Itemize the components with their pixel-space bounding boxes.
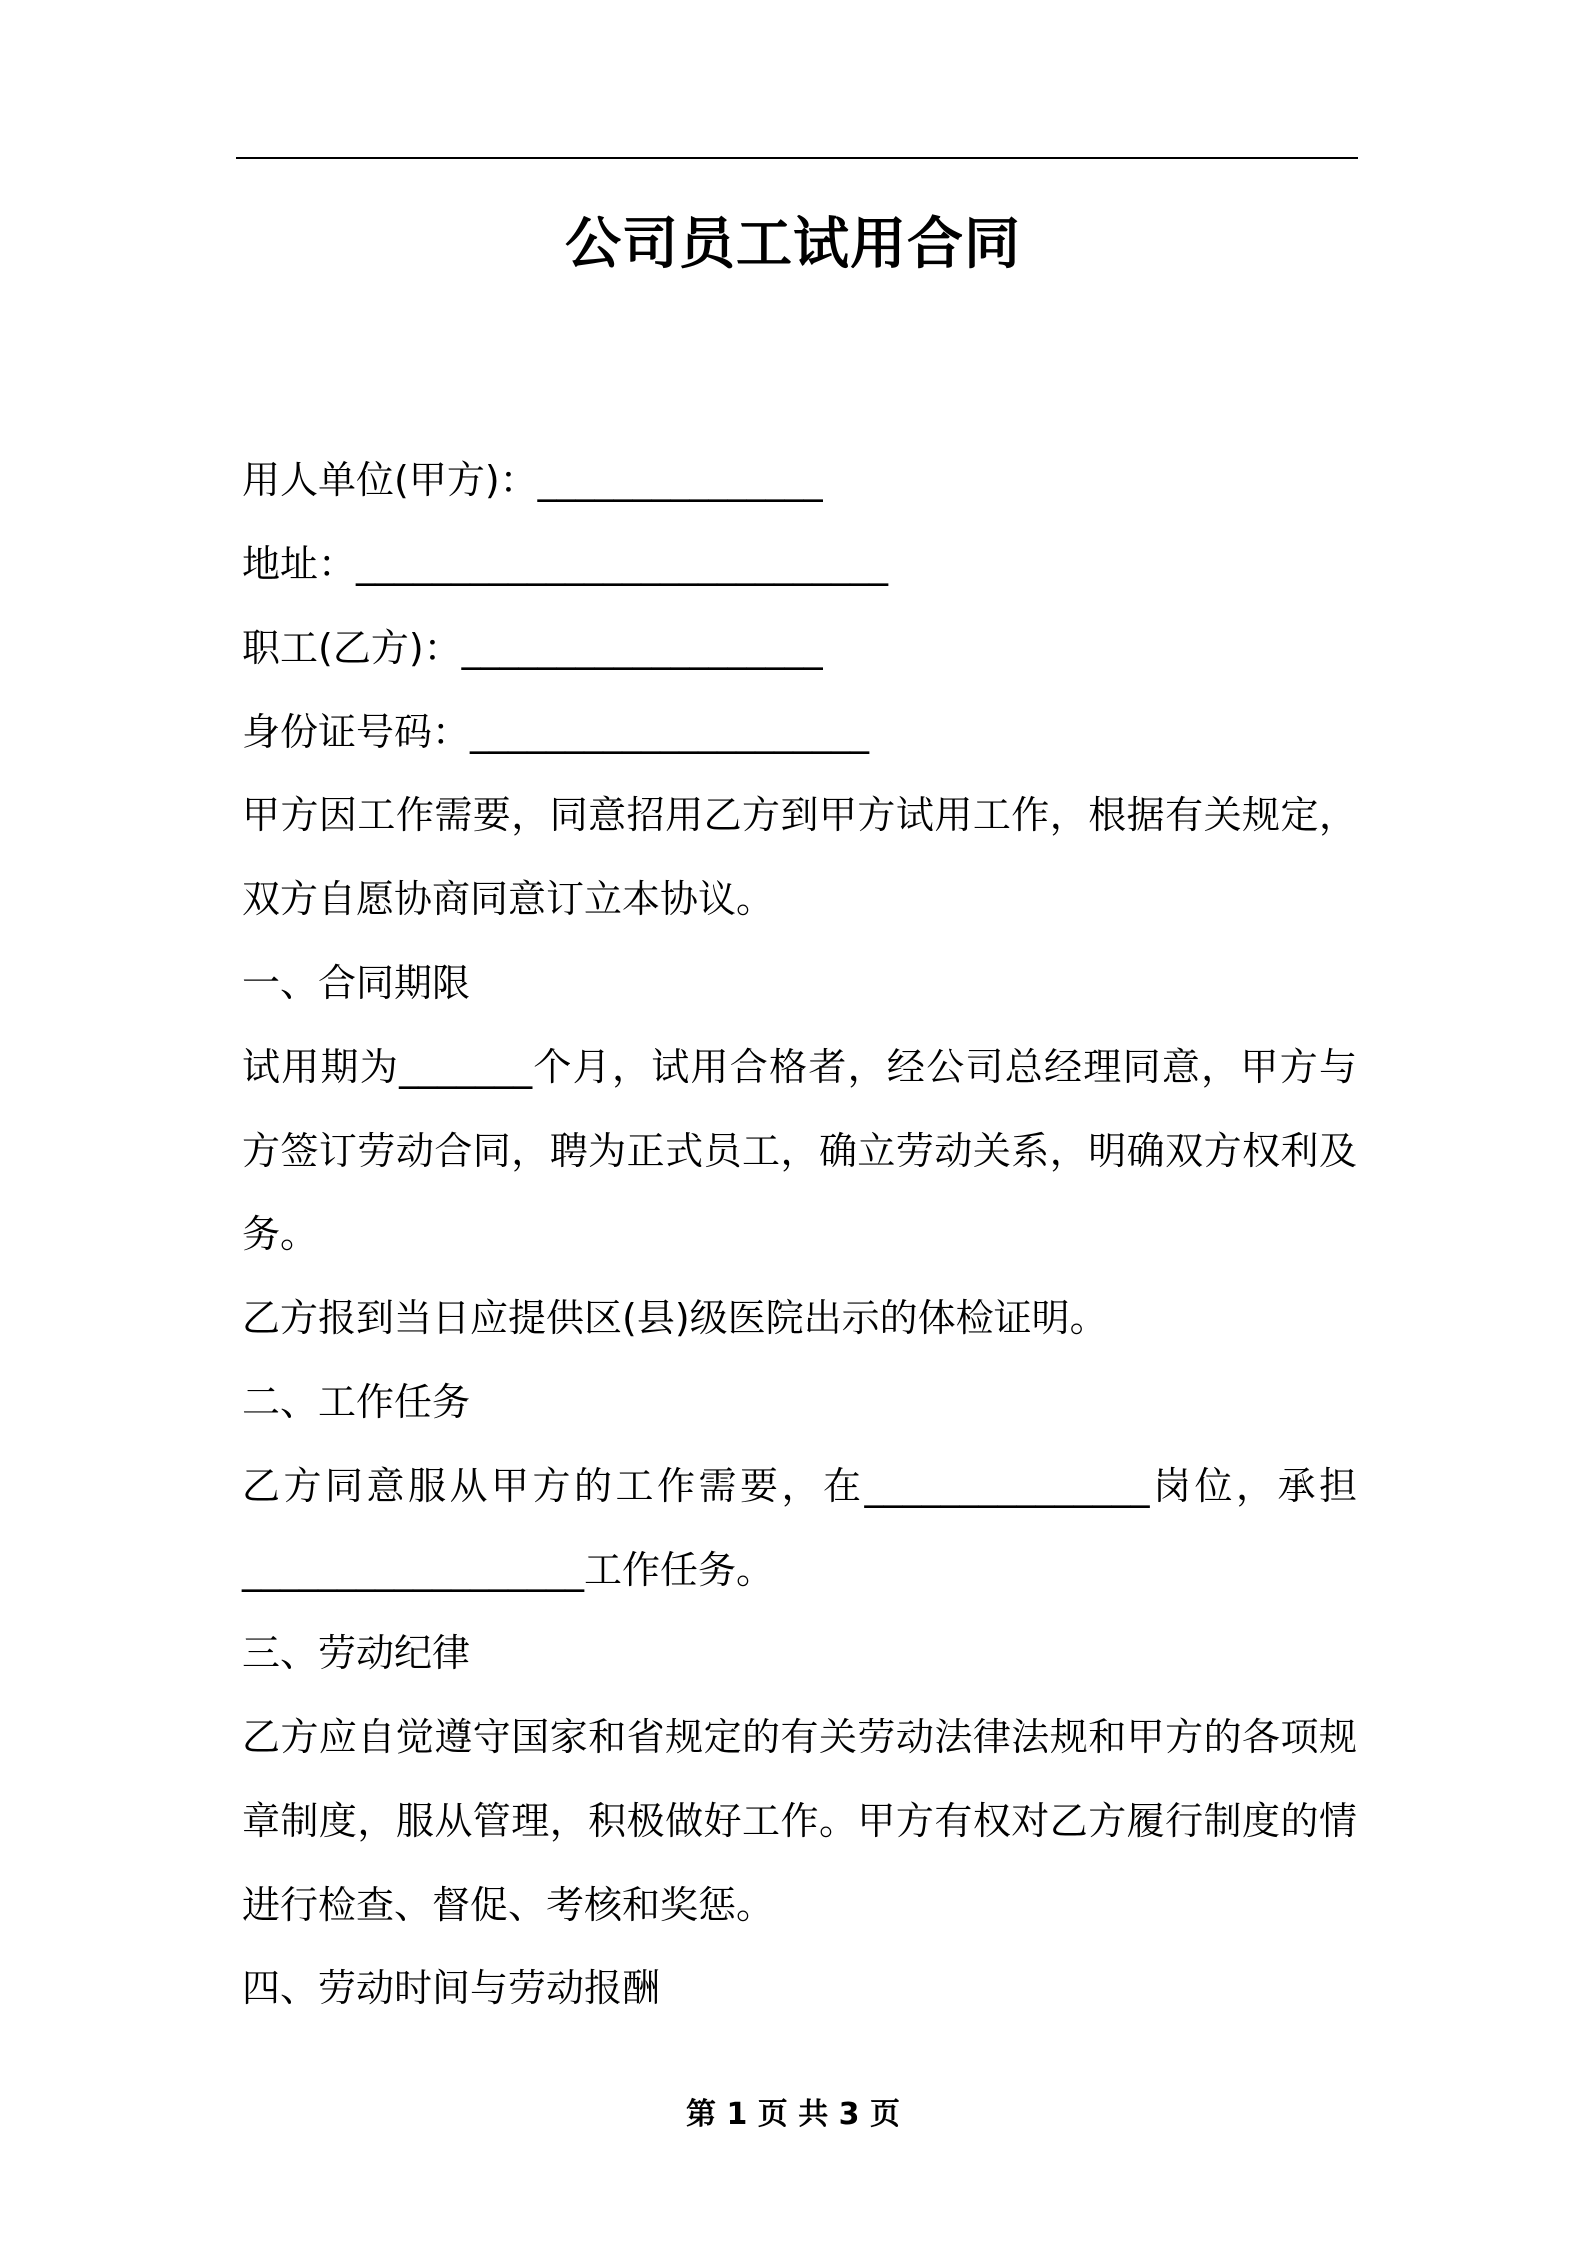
section-3-heading: 三、劳动纪律 bbox=[242, 1631, 471, 1675]
address-field: 地址：____________________________ bbox=[242, 542, 889, 586]
document-title: 公司员工试用合同 bbox=[565, 212, 1021, 277]
preamble-line-1: 甲方因工作需要，同意招用乙方到甲方试用工作，根据有关规定， bbox=[242, 793, 1357, 837]
section-1-heading: 一、合同期限 bbox=[242, 961, 471, 1005]
section-1-line-3: 务。 bbox=[242, 1212, 319, 1256]
header-rule bbox=[236, 157, 1358, 159]
section-1-line-2: 方签订劳动合同，聘为正式员工，确立劳动关系，明确双方权利及 bbox=[242, 1129, 1357, 1173]
page-number: 第 1 页 共 3 页 bbox=[686, 2097, 900, 2132]
preamble-line-2: 双方自愿协商同意订立本协议。 bbox=[242, 877, 775, 921]
section-2-line-1: 乙方同意服从甲方的工作需要，在_______________岗位，承担 bbox=[242, 1464, 1357, 1508]
employer-field: 用人单位(甲方)：_______________ bbox=[242, 458, 823, 502]
section-3-line-1: 乙方应自觉遵守国家和省规定的有关劳动法律法规和甲方的各项规 bbox=[242, 1715, 1357, 1759]
section-1-line-4: 乙方报到当日应提供区(县)级医院出示的体检证明。 bbox=[242, 1296, 1108, 1340]
section-2-heading: 二、工作任务 bbox=[242, 1380, 471, 1424]
section-3-line-2: 章制度，服从管理，积极做好工作。甲方有权对乙方履行制度的情 bbox=[242, 1799, 1357, 1843]
section-1-line-1: 试用期为_______个月，试用合格者，经公司总经理同意，甲方与 bbox=[242, 1045, 1357, 1089]
section-2-line-2: __________________工作任务。 bbox=[242, 1548, 775, 1592]
section-4-heading: 四、劳动时间与劳动报酬 bbox=[242, 1966, 661, 2010]
section-3-line-3: 进行检查、督促、考核和奖惩。 bbox=[242, 1883, 775, 1927]
employee-field: 职工(乙方)：___________________ bbox=[242, 626, 823, 670]
id-number-field: 身份证号码：_____________________ bbox=[242, 710, 870, 754]
